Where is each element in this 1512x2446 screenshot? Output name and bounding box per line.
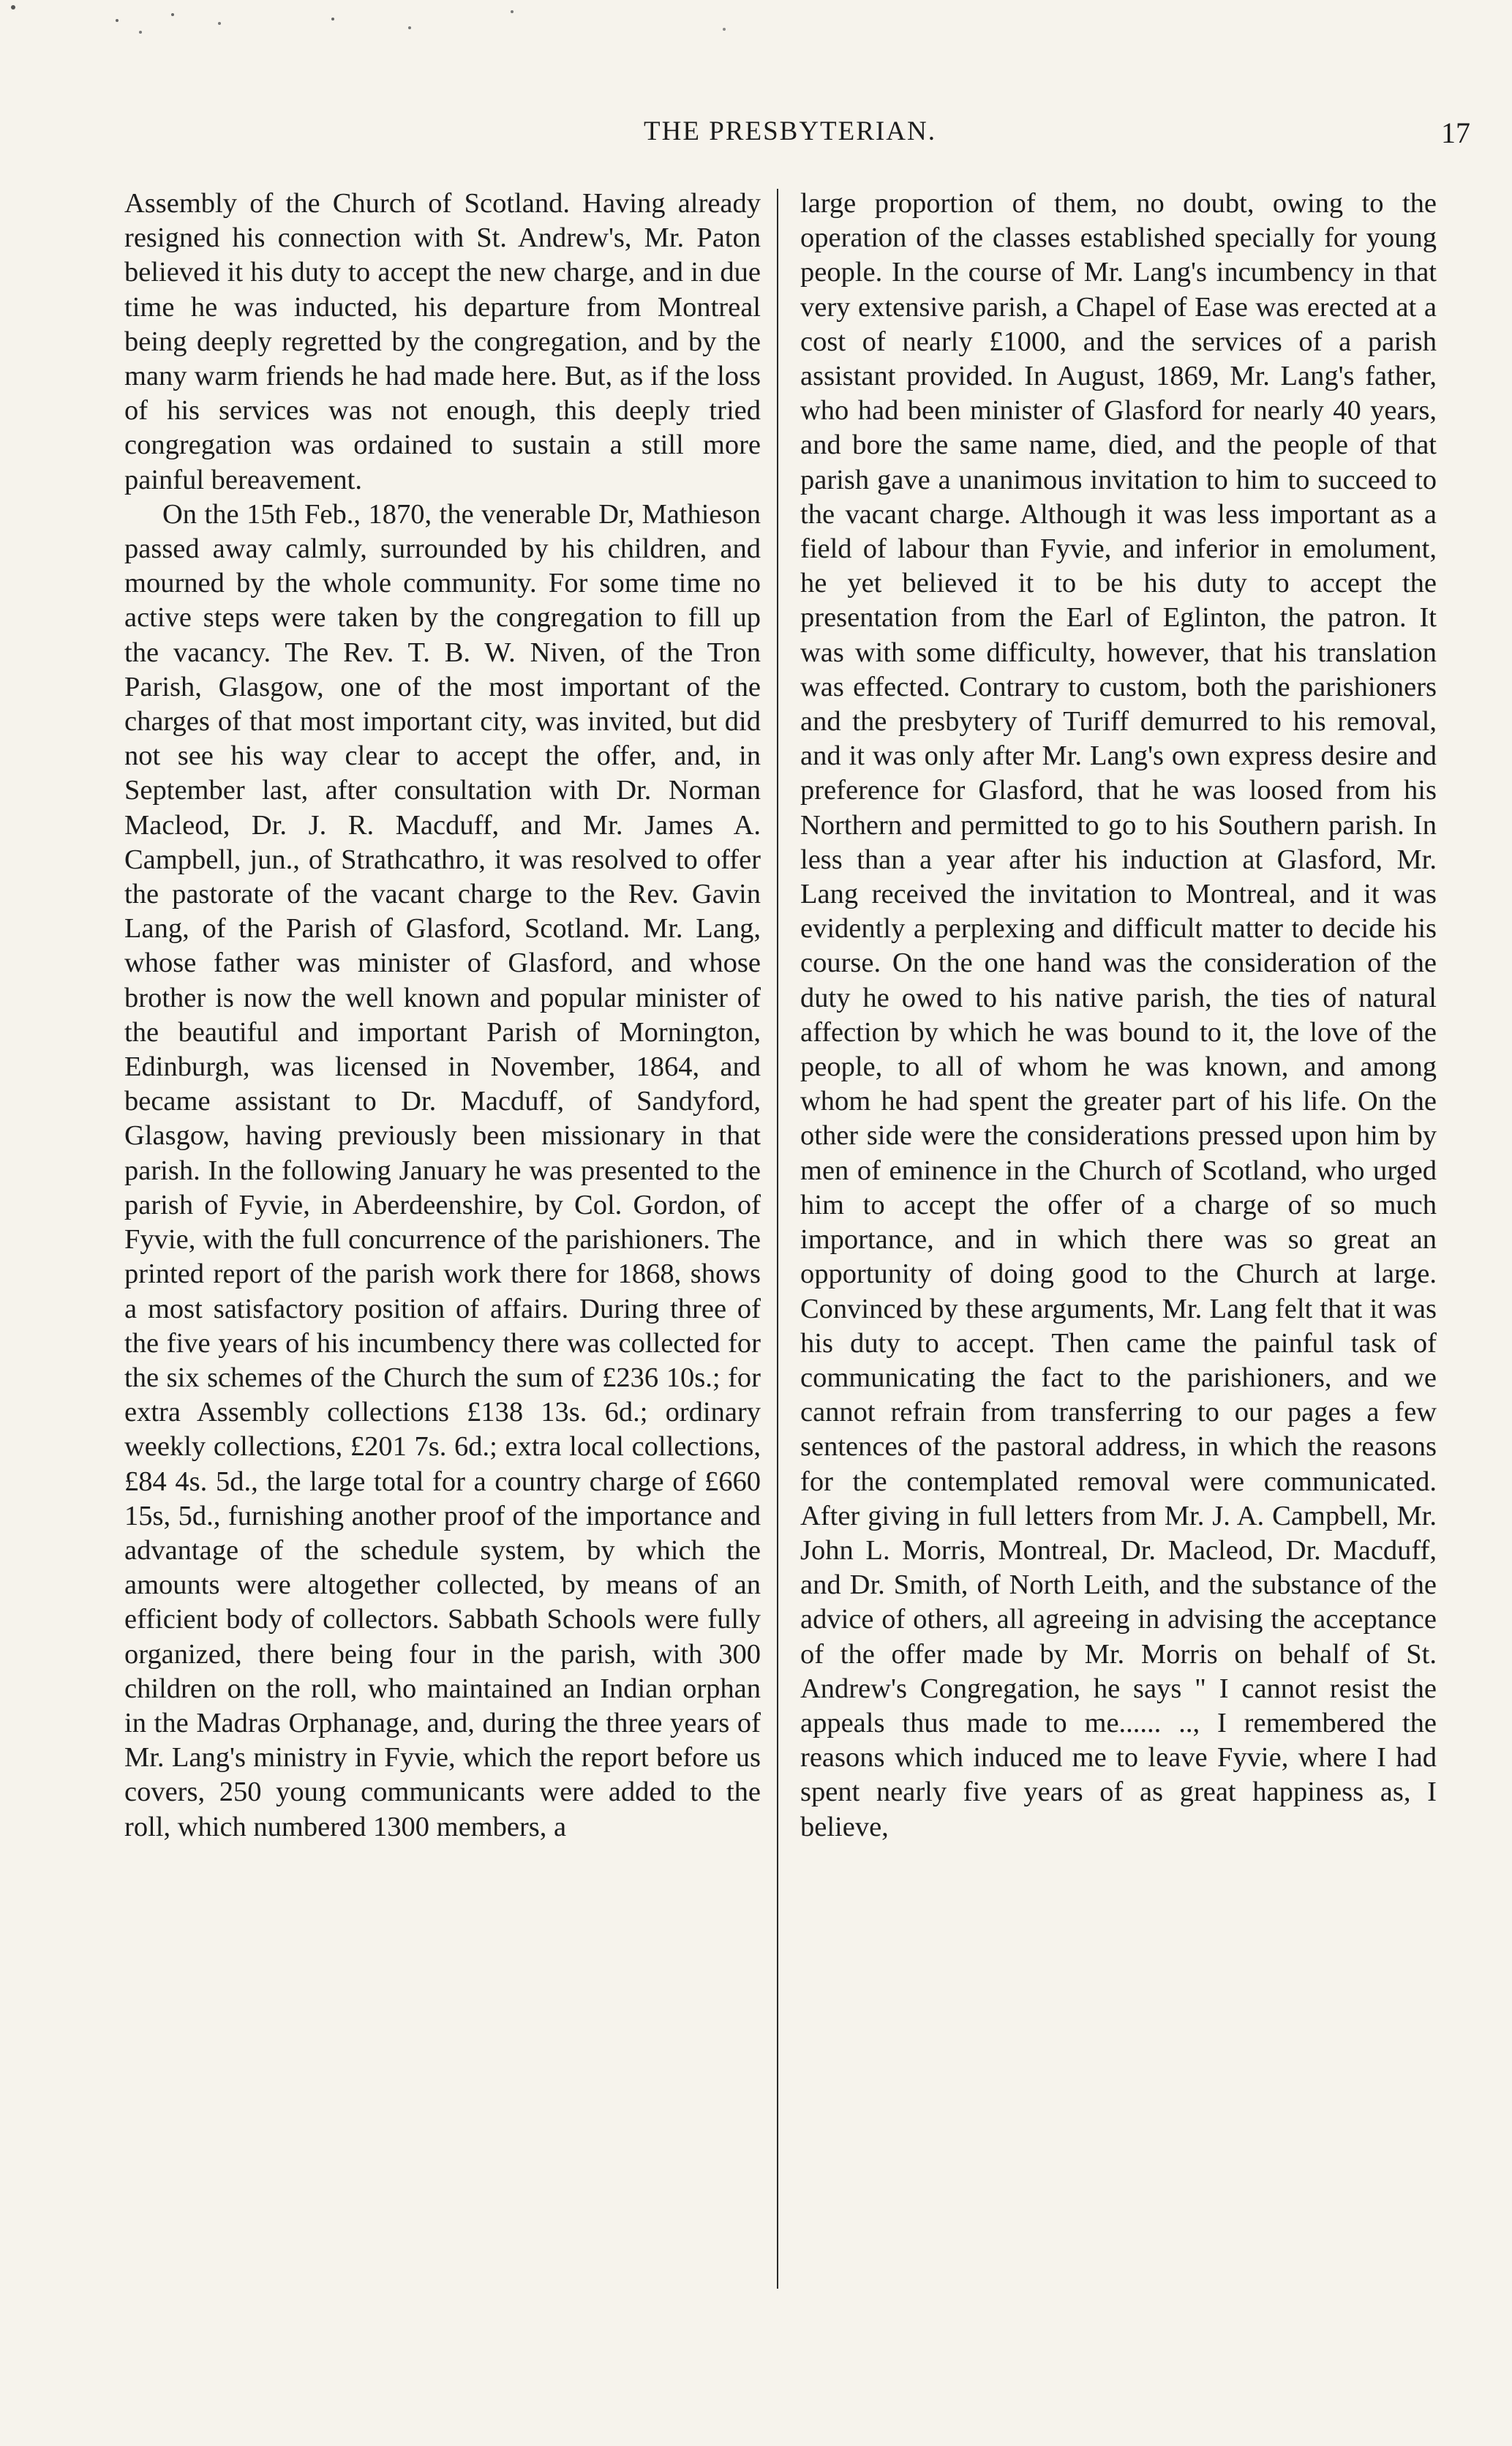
column-divider bbox=[777, 189, 778, 2289]
left-paragraph-1: Assembly of the Church of Scotland. Having already resigned his connection with St. Andrew's, Mr. Paton believed it his duty to accept the new charge, and in due time he was inducted, his departure from Montreal being deeply regretted by the congregation, and by the many warm friends he had made here. But, as if the loss of his services was not enough, this deeply tried congregation was ordained to sustain a still more painful bereavement. bbox=[124, 188, 761, 495]
print-specks bbox=[0, 0, 1512, 88]
page-header bbox=[110, 116, 1470, 160]
left-paragraph-2: On the 15th Feb., 1870, the venerable Dr, Mathieson passed away calmly, surrounded by his children, and mourned by the whole community. For some time no active steps were taken by the congregation to fill up the vacancy. The Rev. T. B. W. Niven, of the Tron Parish, Glasgow, one of the most important of the charges of that most important city, was invited, but did not see his way clear to accept the offer, and, in September last, after consultation with Dr. Norman Macleod, Dr. J. R. Macduff, and Mr. James A. Campbell, jun., of Strathcathro, it was resolved to offer the pastorate of the vacant charge to the Rev. Gavin Lang, of the Parish of Glasford, Scotland. Mr. Lang, whose father was minister of Glasford, and whose brother is now the well known and popular minister of the beautiful and important Parish of Mornington, Edinburgh, was licensed in November, 1864, and became assistant to Dr. Macduff, of Sandyford, Glasgow, having previously been missionary in that parish. In the following January he was presented to the parish of Fyvie, in Aberdeenshire, by Col. Gordon, of Fyvie, with the full concurrence of the parishioners. The printed report of the parish work there for 1868, shows a most satisfactory position of affairs. During three of the five years of his incumbency there was collected for the six schemes of the Church the sum of £236 10s.; for extra Assembly collections £138 13s. 6d.; ordinary weekly collections, £201 7s. 6d.; extra local collections, £84 4s. 5d., the large total for a country charge of £660 15s, 5d., furnishing another proof of the importance and advantage of the schedule system, by which the amounts were altogether collected, by means of an efficient body of collectors. Sabbath Schools were fully organized, there being four in the parish, with 300 children on the roll, who maintained an Indian orphan in the Madras Orphanage, and, during the three years of Mr. Lang's ministry in Fyvie, which the report before us covers, 250 young communicants were added to the roll, which numbered 1300 members, a bbox=[124, 498, 761, 1842]
running-title: THE PRESBYTERIAN. bbox=[644, 116, 936, 146]
right-paragraph-1: large proportion of them, no doubt, owing to the operation of the classes established specially for young people. In the course of Mr. Lang's incumbency in that very extensive parish, a Chapel of Ease was erected at a cost of nearly £1000, and the services of a parish assistant provided. In August, 1869, Mr. Lang's father, who had been minister of Glasford for nearly 40 years, and bore the same name, died, and the people of that parish gave a unanimous invitation to him to succeed to the vacant charge. Although it was less important as a field of labour than Fyvie, and inferior in emolument, he yet believed it to be his duty to accept the presentation from the Earl of Eglinton, the patron. It was with some difficulty, however, that his translation was effected. Contrary to custom, both the parishioners and the presbytery of Turiff demurred to his removal, and it was only after Mr. Lang's own express desire and preference for Glasford, that he was loosed from his Northern and permitted to go to his Southern parish. In less than a year after his induction at Glasford, Mr. Lang received the invitation to Montreal, and it was evidently a perplexing and difficult matter to decide his course. On the one hand was the consideration of the duty he owed to his native parish, the ties of natural affection by which he was bound to it, the love of the people, to all of whom he was known, and among whom he had spent the greater part of his life. On the other side were the considerations pressed upon him by men of eminence in the Church of Scotland, who urged him to accept the offer of a charge of so much importance, and in which there was so great an opportunity of doing good to the Church at large. Convinced by these arguments, Mr. Lang felt that it was his duty to accept. Then came the painful task of communicating the fact to the parishioners, and we cannot refrain from transferring to our pages a few sentences of the pastoral address, in which the reasons for the contemplated removal were communicated. After giving in full letters from Mr. J. A. Campbell, Mr. John L. Morris, Montreal, Dr. Macleod, Dr. Macduff, and Dr. Smith, of North Leith, and the substance of the advice of others, all agreeing in advising the acceptance of the offer made by Mr. Morris on behalf of St. Andrew's Congregation, he says " I cannot resist the appeals thus made to me...... .., I remembered the reasons which induced me to leave Fyvie, where I had spent nearly five years of as great happiness as, I believe, bbox=[800, 188, 1437, 1842]
page-number: 17 bbox=[1441, 116, 1470, 149]
right-column bbox=[800, 187, 1437, 1845]
left-column bbox=[124, 187, 761, 1845]
